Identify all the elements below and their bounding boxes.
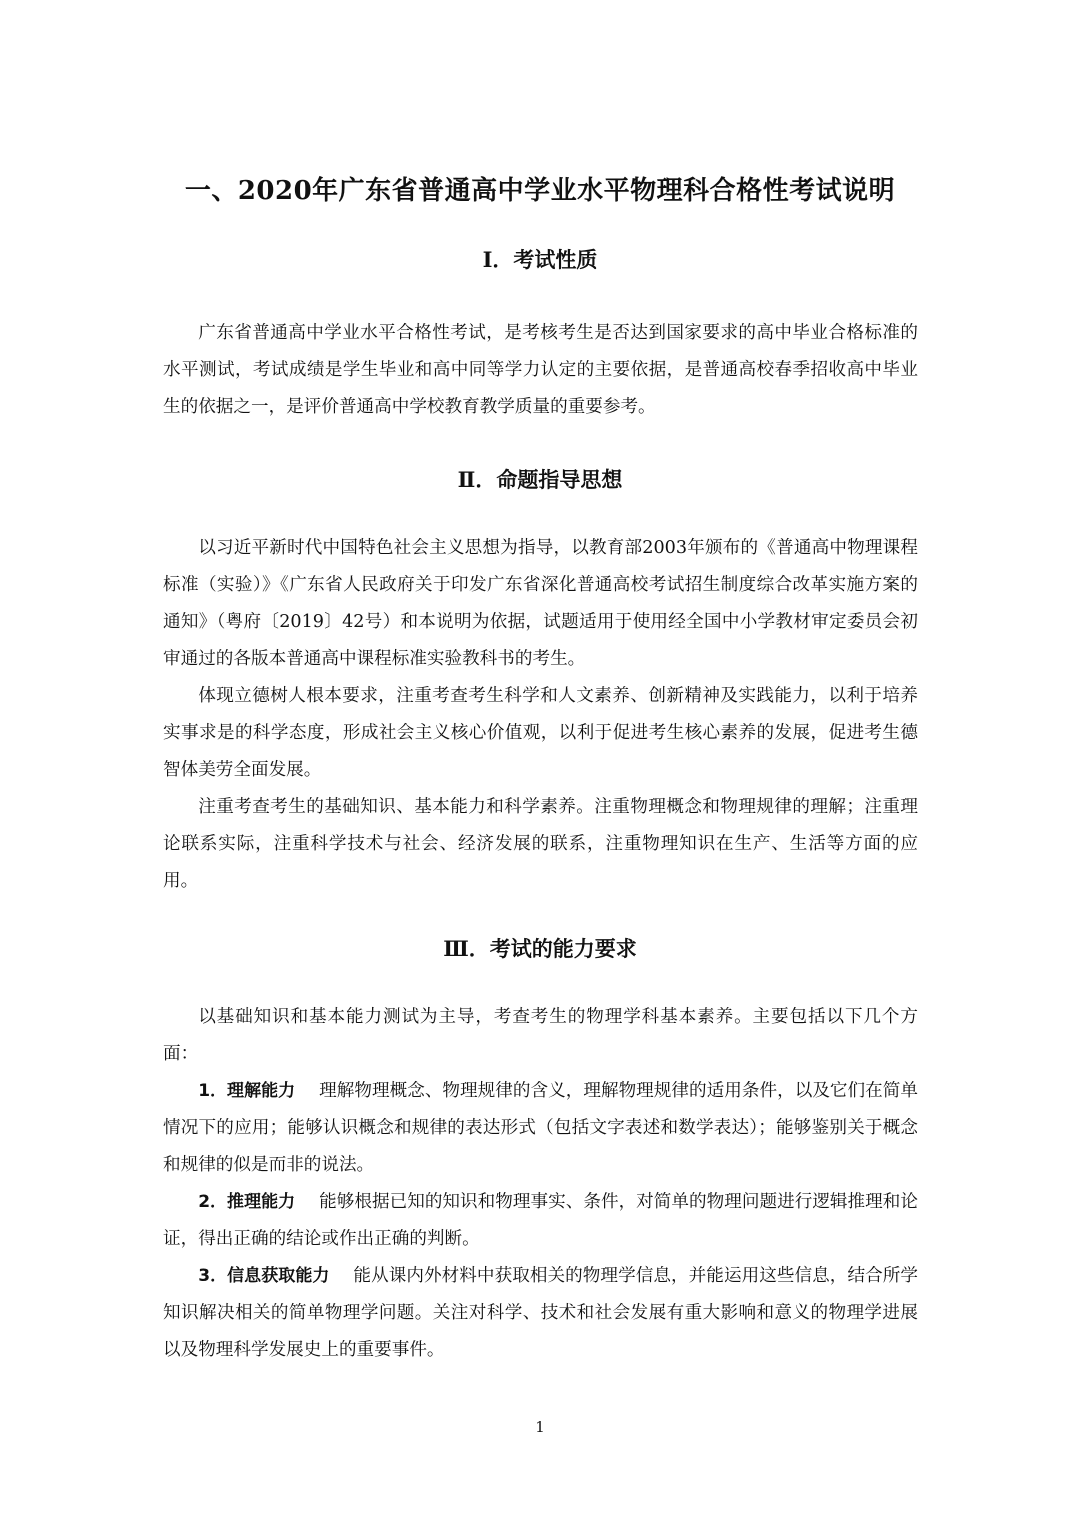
item-label: 1．理解能力 (198, 1081, 296, 1101)
paragraph: 体现立德树人根本要求，注重考查考生科学和人文素养、创新精神及实践能力，以利于培养实事求是的科学态度，形成社会主义核心价值观，以利于促进考生核心素养的发展，促进考生德智体美劳全面发展。 (163, 686, 918, 780)
list-item (163, 1184, 918, 1258)
item-text: 能从课内外材料中获取相关的物理学信息，并能运用这些信息，结合所学知识解决相关的简单物理学问题。关注对科学、技术和社会发展有重大影响和意义的物理学进展以及物理科学发展史上的重要事件。 (163, 1266, 918, 1360)
page-title: 一、2020年广东省普通高中学业水平物理科合格性考试说明 (184, 176, 896, 206)
section-heading-guiding-ideology: Ⅱ．命题指导思想 (457, 467, 623, 492)
item-label: 2．推理能力 (198, 1192, 296, 1212)
section-body-guiding-ideology (163, 530, 918, 900)
section-heading-ability-requirements: Ⅲ．考试的能力要求 (443, 936, 637, 961)
section-heading-nature: Ⅰ．考试性质 (482, 247, 598, 272)
page-number: 1 (535, 1418, 545, 1436)
item-text: 能够根据已知的知识和物理事实、条件，对简单的物理问题进行逻辑推理和论证，得出正确的结论或作出正确的判断。 (163, 1192, 918, 1249)
item-text: 理解物理概念、物理规律的含义，理解物理规律的适用条件，以及它们在简单情况下的应用；能够认识概念和规律的表达形式（包括文字表述和数学表达）；能够鉴别关于概念和规律的似是而非的说法。 (163, 1081, 918, 1175)
paragraph: 广东省普通高中学业水平合格性考试，是考核考生是否达到国家要求的高中毕业合格标准的水平测试，考试成绩是学生毕业和高中同等学力认定的主要依据，是普通高校春季招收高中毕业生的依据之一，是评价普通高中学校教育教学质量的重要参考。 (163, 323, 918, 417)
paragraph: 注重考查考生的基础知识、基本能力和科学素养。注重物理概念和物理规律的理解；注重理论联系实际，注重科学技术与社会、经济发展的联系，注重物理知识在生产、生活等方面的应用。 (163, 797, 918, 891)
list-item (163, 1073, 918, 1184)
paragraph: 以基础知识和基本能力测试为主导，考查考生的物理学科基本素养。主要包括以下几个方面： (163, 1007, 918, 1064)
item-label: 3．信息获取能力 (198, 1266, 330, 1286)
paragraph: 以习近平新时代中国特色社会主义思想为指导，以教育部2003年颁布的《普通高中物理课程标准（实验）》《广东省人民政府关于印发广东省深化普通高校考试招生制度综合改革实施方案的通知》（粤府〔2019〕42号）和本说明为依据，试题适用于使用经全国中小学教材审定委员会初审通过的各版本普通高中课程标准实验教科书的考生。 (163, 538, 918, 669)
section-body-ability-requirements (163, 999, 918, 1369)
list-item (163, 1258, 918, 1369)
section-body-nature (163, 315, 918, 426)
